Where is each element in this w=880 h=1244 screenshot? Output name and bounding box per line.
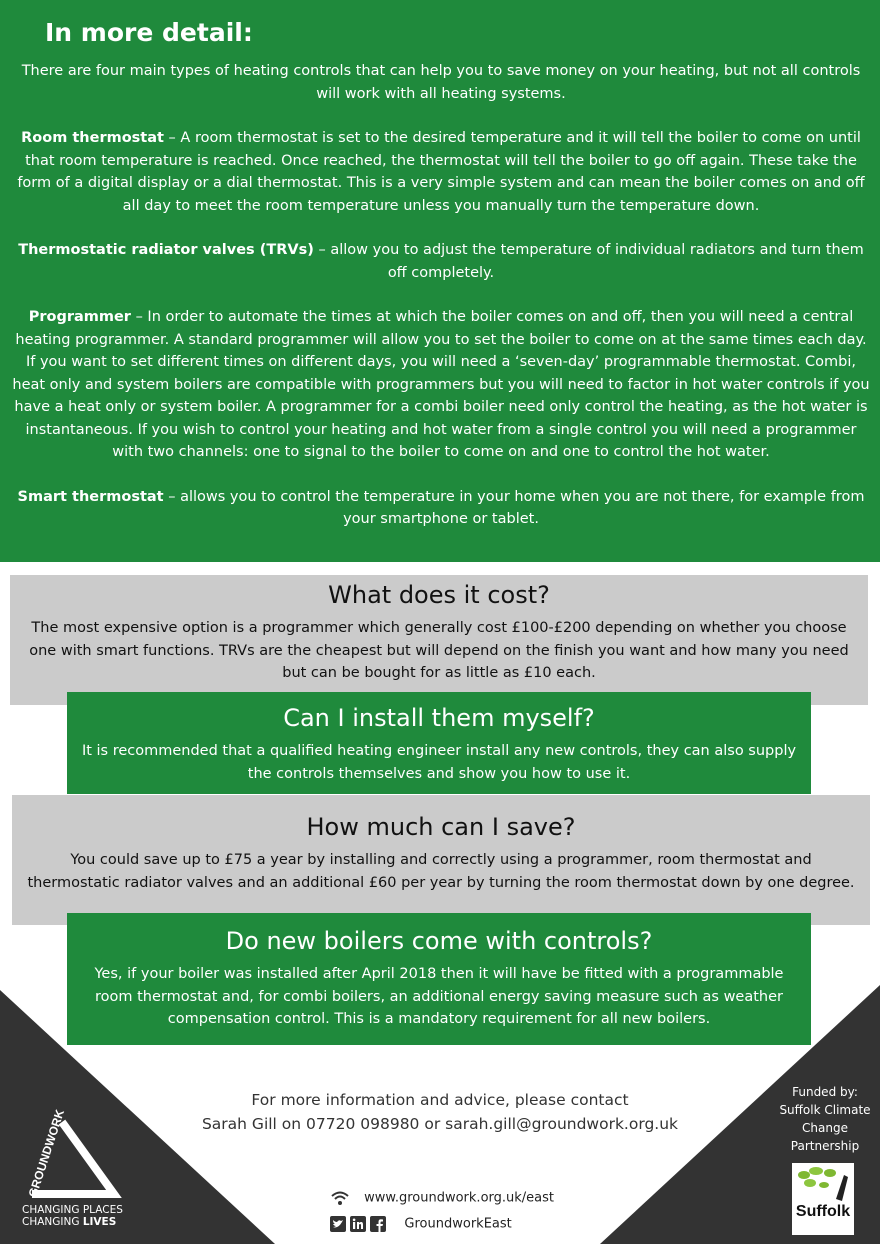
install-section	[67, 692, 811, 794]
boilers-section	[67, 913, 811, 1045]
install-heading: Can I install them myself?	[283, 704, 595, 732]
groundwork-logo-text: GROUNDWORK	[25, 1108, 68, 1199]
contact-line-2[interactable]: Sarah Gill on 07720 098980 or sarah.gill@groundwork.org.uk	[201, 1115, 679, 1133]
linkedin-icon[interactable]	[350, 1216, 366, 1232]
funded-line: Change	[802, 1121, 848, 1135]
social-handle[interactable]: GroundworkEast	[404, 1216, 512, 1232]
save-text: You could save up to £75 a year by installing and correctly using a programmer, room thermostat and thermostatic radiator valves and an additional £60 per year by turning the room thermostat down by one degree.	[27, 852, 855, 891]
detail-term: Smart thermostat	[17, 488, 164, 505]
funded-by	[775, 1083, 875, 1155]
social-row	[330, 1216, 590, 1232]
detail-intro: There are four main types of heating controls that can help you to save money on your heating, but not all controls will work with all heating systems.	[21, 63, 861, 102]
funded-line: Suffolk Climate	[779, 1103, 871, 1117]
website-row	[330, 1190, 590, 1206]
detail-text: – allows you to control the temperature in your home when you are not there, for example from your smartphone or tablet.	[163, 488, 865, 527]
detail-term: Room thermostat	[21, 130, 164, 146]
boilers-text: Yes, if your boiler was installed after April 2018 then it will have be fitted with a programmable room thermostat and, for combi boilers, an additional energy saving measure such as weather compensation control. This is a mandatory requirement for all new boilers.	[94, 966, 784, 1027]
website-link[interactable]: www.groundwork.org.uk/east	[364, 1190, 554, 1206]
cost-text: The most expensive option is a programmer which generally cost £100-£200 depending on whether you choose one with smart functions. TRVs are the cheapest but will depend on the finish you want and how many you need but can be bought for as little as £10 each.	[29, 620, 849, 681]
twitter-icon[interactable]	[330, 1216, 346, 1232]
contact-line-1: For more information and advice, please contact	[251, 1091, 629, 1109]
detail-text: – allow you to adjust the temperature of individual radiators and turn them off completely.	[313, 242, 864, 281]
detail-term: Thermostatic radiator valves (TRVs)	[18, 242, 314, 258]
save-heading: How much can I save?	[306, 813, 576, 841]
save-section	[12, 795, 870, 925]
cost-heading: What does it cost?	[328, 581, 550, 609]
boilers-heading: Do new boilers come with controls?	[225, 927, 653, 955]
detail-text: – In order to automate the times at which the boiler comes on and off, then you will need a central heating programmer. A standard programmer will allow you to set the boiler to come on at the same times each day. If you want to set different times on different days, you will need a ‘seven-day’ programmable thermostat. Combi, heat only and system boilers are compatible with programmers but you will need to factor in hot water controls if you have a heat only or system boiler. A programmer for a combi boiler need only control the heating, as the hot water is instantaneous. If you wish to control your heating and hot water from a single control you will need a programmer with two channels: one to signal to the boiler to come on and one to control the hot water.	[12, 309, 870, 460]
groundwork-tagline	[22, 1204, 132, 1228]
tagline-line-2	[22, 1216, 132, 1228]
funded-line: Partnership	[790, 1139, 860, 1153]
suffolk-logo	[792, 1163, 854, 1235]
facebook-icon[interactable]	[370, 1216, 386, 1232]
detail-term: Programmer	[28, 309, 131, 325]
contact-info	[180, 1088, 700, 1136]
detail-text: – A room thermostat is set to the desired temperature and it will tell the boiler to come on until that room temperature is reached. Once reached, the thermostat will tell the boiler to go off again. These take the form of a digital display or a dial thermostat. This is a very simple system and can mean the boiler comes on and off all day to meet the room temperature unless you manually turn the temperature down.	[17, 130, 865, 214]
groundwork-logo	[22, 1108, 122, 1202]
tagline-changing: CHANGING	[22, 1216, 83, 1228]
funded-line: Funded by:	[792, 1085, 858, 1099]
cost-section	[10, 575, 868, 705]
suffolk-leaves-icon	[792, 1163, 854, 1203]
install-text: It is recommended that a qualified heating engineer install any new controls, they can also supply the controls themselves and show you how to use it.	[81, 743, 797, 782]
suffolk-logo-text: Suffolk	[795, 1203, 851, 1220]
detail-heading: In more detail:	[45, 18, 253, 47]
wifi-icon	[330, 1190, 350, 1206]
tagline-lives: LIVES	[82, 1216, 117, 1228]
tagline-line-1: CHANGING PLACES	[22, 1204, 123, 1216]
